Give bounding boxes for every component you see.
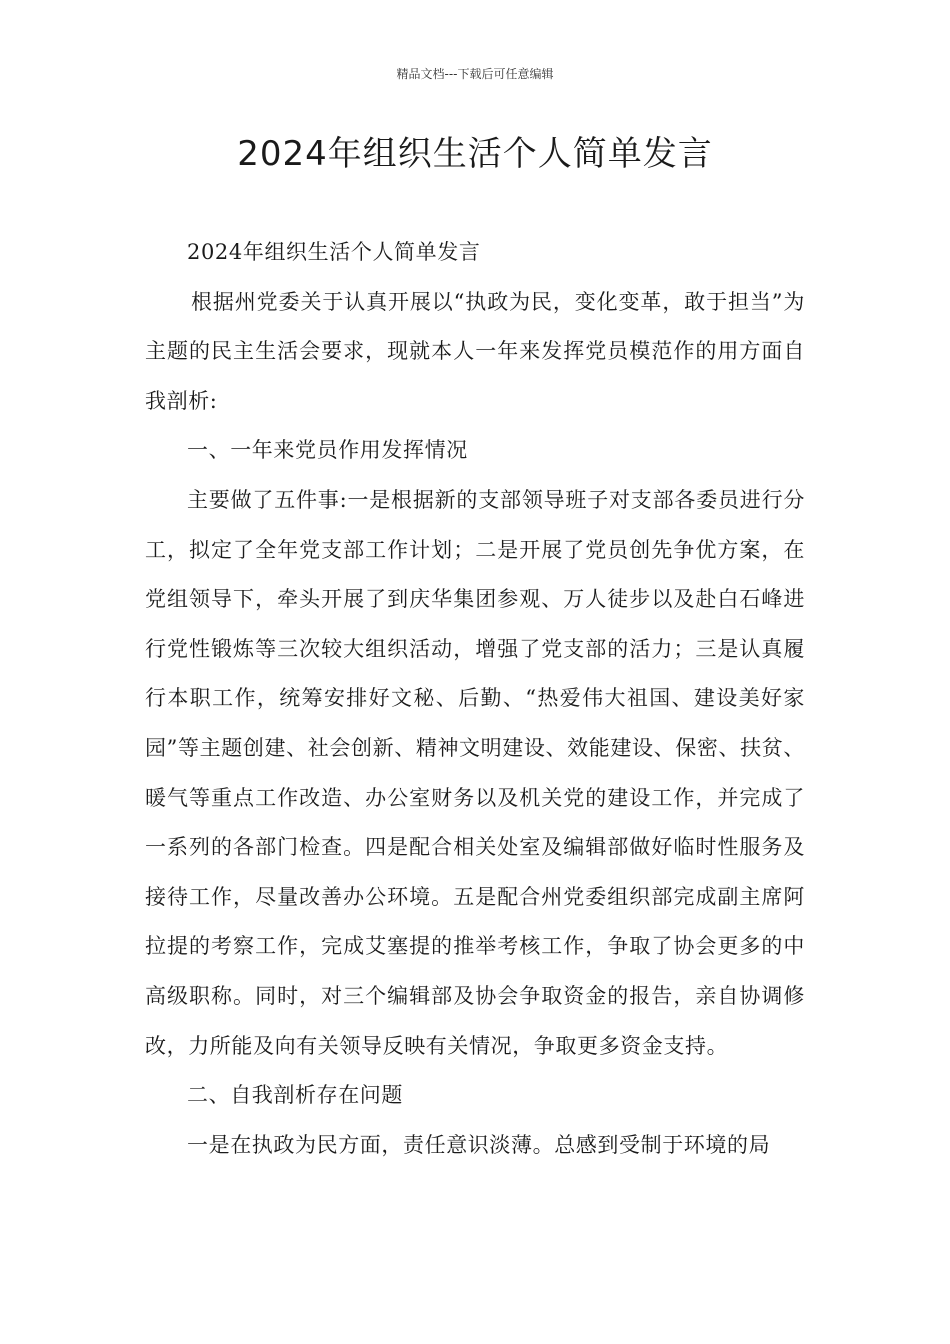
body-paragraph-problems: 一是在执政为民方面，责任意识淡薄。总感到受制于环境的局 [187, 1132, 771, 1157]
section-heading-2: 二、自我剖析存在问题 [187, 1083, 403, 1108]
body-paragraph-subtitle: 2024年组织生活个人简单发言 [187, 240, 481, 264]
body-paragraph-work-summary: 主要做了五件事:一是根据新的支部领导班子对支部各委员进行分工，拟定了全年党支部工作计划；二是开展了党员创先争优方案，在党组领导下，牵头开展了到庆华集团参观、万人徒步以及赴白石峰进行党性锻炼等三次较大组织活动，增强了党支部的活力；三是认真履行本职工作，统筹安排好文秘、后勤、“热爱伟大祖国、建设美好家园”等主题创建、社会创新、精神文明建设、效能建设、保密、扶贫、暖气等重点工作改造、办公室财务以及机关党的建设工作，并完成了一系列的各部门检查。四是配合相关处室及编辑部做好临时性服务及接待工作，尽量改善办公环境。五是配合州党委组织部完成副主席阿拉提的考察工作，完成艾塞提的推举考核工作，争取了协会更多的中高级职称。同时，对三个编辑部及协会争取资金的报告，亲自协调修改，力所能及向有关领导反映有关情况，争取更多资金支持。 [145, 487, 805, 1058]
document-title: 2024年组织生活个人简单发言 [237, 134, 713, 174]
header-note: 精品文档---下载后可任意编辑 [396, 67, 554, 81]
section-heading-1: 一、一年来党员作用发挥情况 [187, 438, 468, 463]
document-body [145, 228, 805, 1170]
body-paragraph-intro: 根据州党委关于认真开展以“执政为民，变化变革，敢于担当”为主题的民主生活会要求，现就本人一年来发挥党员模范作的用方面自我剖析: [145, 289, 805, 413]
